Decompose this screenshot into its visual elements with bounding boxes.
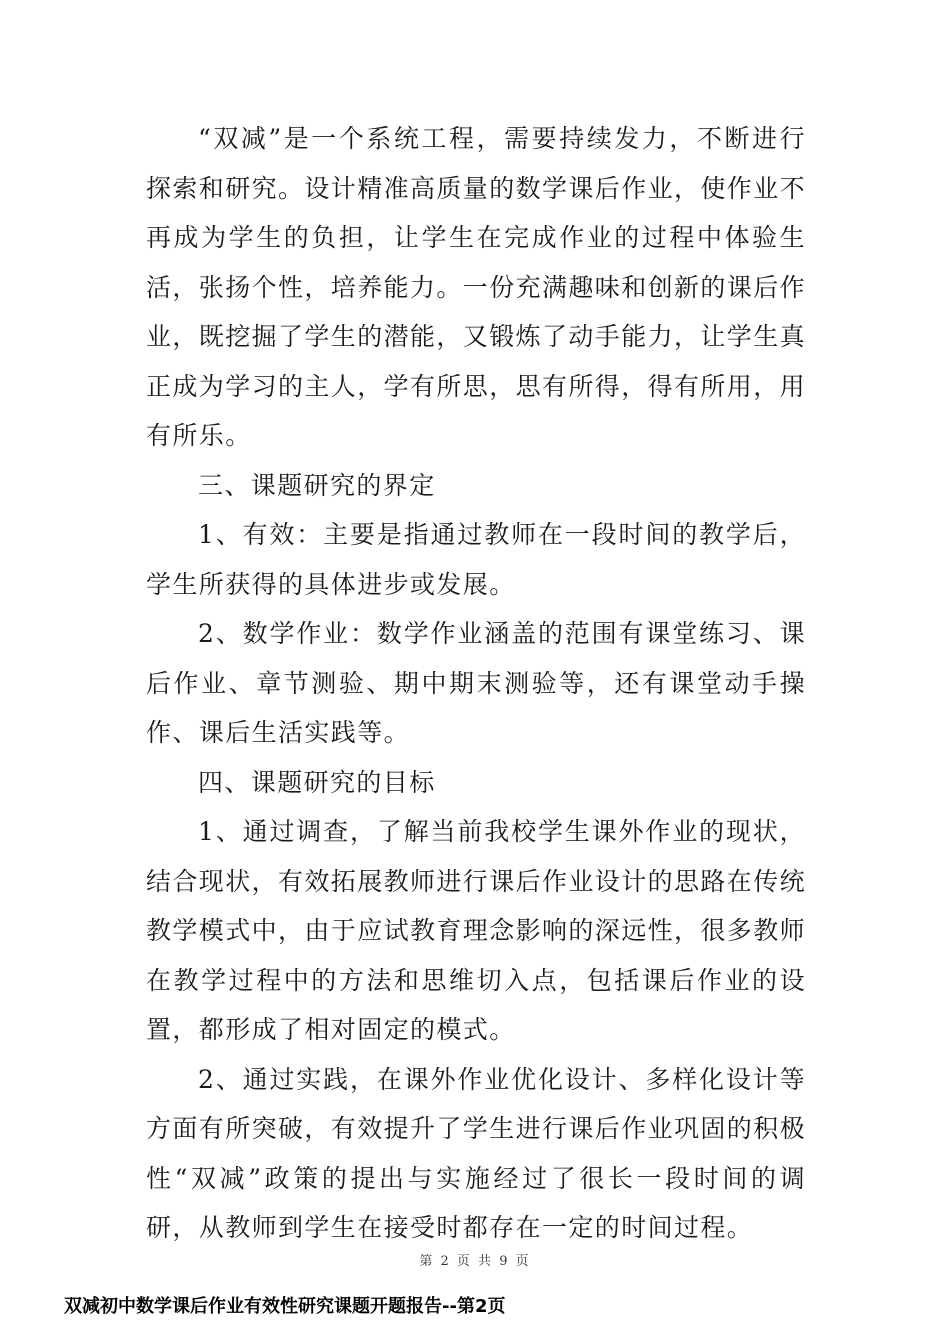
document-caption: 双减初中数学课后作业有效性研究课题开题报告--第2页 — [64, 1296, 506, 1317]
paragraph-definition-effective: 1、有效：主要是指通过教师在一段时间的教学后， 学生所获得的具体进步或发展。 — [146, 520, 806, 599]
paragraph-definition-homework: 2、数学作业：数学作业涵盖的范围有课堂练习、课后作业、章节测验、期中期末测验等，还有课堂动手操作、课后生活实践等。 — [146, 619, 806, 747]
document-body — [146, 114, 806, 1253]
paragraph-goal-1: 1、通过调查，了解当前我校学生课外作业的现状，结合现状，有效拓展教师进行课后作业设计的思路在传统教学模式中，由于应试教育理念影响的深远性，很多教师在教学过程中的方法和思维切入点，包括课后作业的设置，都形成了相对固定的模式。 — [146, 817, 807, 1044]
page-number: 第 2 页 共 9 页 — [419, 1254, 531, 1269]
paragraph-intro: “双减”是一个系统工程，需要持续发力，不断进行探索和研究。设计精准高质量的数学课后作业，使作业不再成为学生的负担，让学生在完成作业的过程中体验生活，张扬个性，培养能力。一份充满趣味和创新的课后作业，既挖掘了学生的潜能，又锻炼了动手能力，让学生真正成为学习的主人，学有所思，思有所得，得有所用，用有所乐。 — [146, 124, 807, 450]
paragraph-goal-2: 2、通过实践，在课外作业优化设计、多样化设计等方面有所突破，有效提升了学生进行课后作业巩固的积极性“双减”政策的提出与实施经过了很长一段时间的调研，从教师到学生在接受时都存在一定的时间过程。 — [146, 1064, 807, 1242]
section-heading-definition: 三、课题研究的界定 — [198, 470, 436, 500]
section-heading-goals: 四、课题研究的目标 — [198, 767, 436, 797]
